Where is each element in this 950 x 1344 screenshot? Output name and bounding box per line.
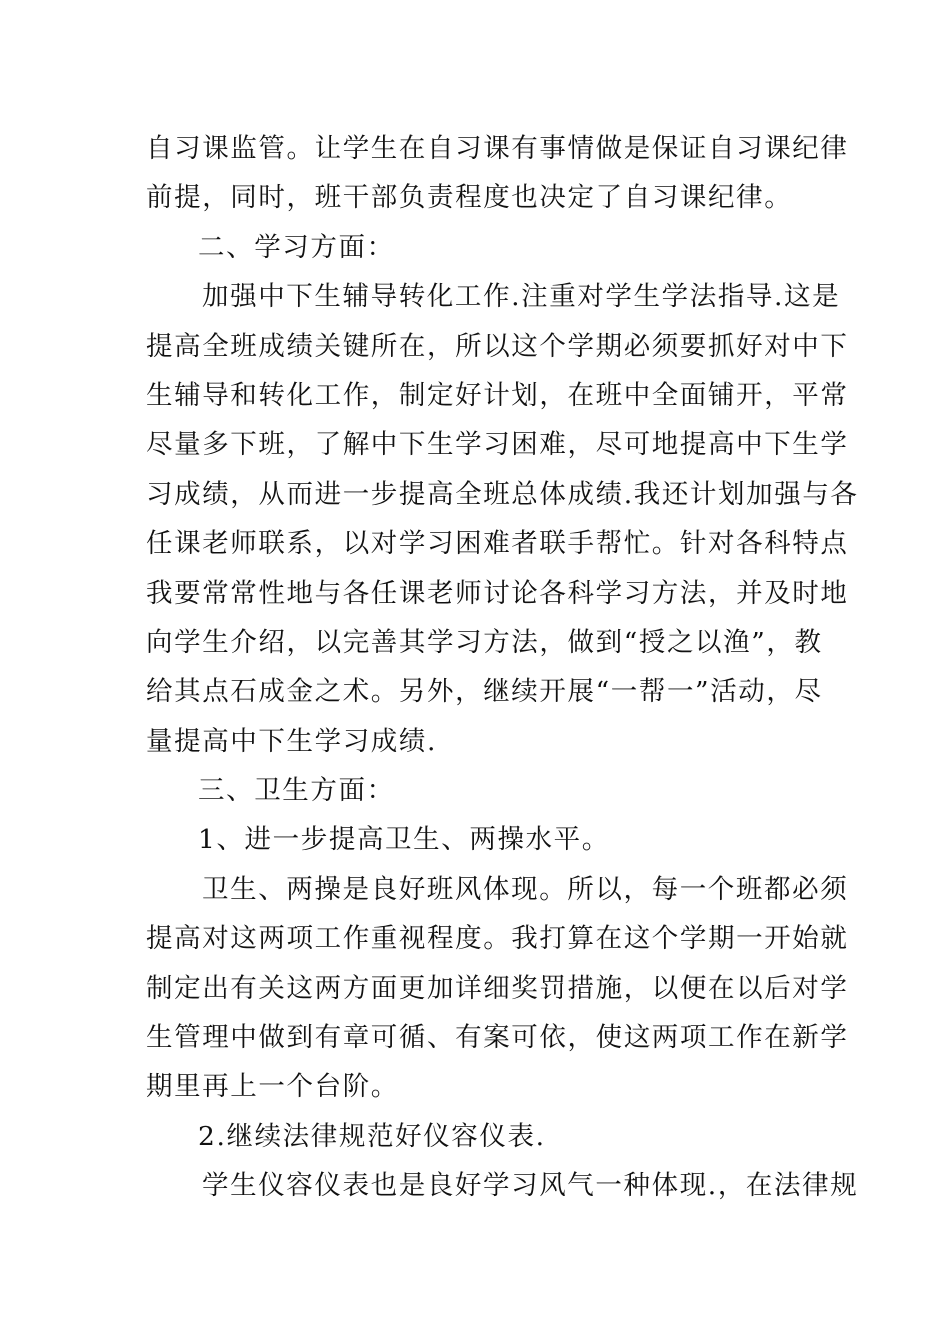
text-line-6: 生辅导和转化工作，制定好计划，在班中全面铺开，平常 — [146, 379, 849, 411]
text-line-7: 尽量多下班，了解中下生学习困难，尽可地提高中下生学 — [146, 429, 849, 461]
text-line-5: 提高全班成绩关键所在，所以这个学期必须要抓好对中下 — [146, 330, 849, 362]
text-line-8: 习成绩，从而进一步提高全班总体成绩.我还计划加强与各 — [146, 478, 859, 510]
subheading-hygiene-1: 1、进一步提高卫生、两操水平。 — [198, 824, 610, 856]
subheading-appearance-2: 2.继续法律规范好仪容仪表. — [198, 1120, 546, 1152]
text-line-2: 前提，同时，班干部负责程度也决定了自习课纪律。 — [146, 182, 793, 214]
text-line-22: 学生仪容仪表也是良好学习风气一种体现.，在法律规 — [202, 1170, 859, 1202]
text-line-16: 卫生、两操是良好班风体现。所以，每一个班都必须 — [202, 873, 849, 905]
document-body — [146, 124, 859, 1211]
text-line-11: 向学生介绍，以完善其学习方法，做到“授之以渔”，教 — [146, 626, 823, 658]
text-line-13: 量提高中下生学习成绩. — [146, 725, 438, 757]
text-line-4: 加强中下生辅导转化工作.注重对学生学法指导.这是 — [202, 281, 841, 313]
text-line-18: 制定出有关这两方面更加详细奖罚措施，以便在以后对学 — [146, 972, 849, 1004]
section-heading-hygiene: 三、卫生方面： — [198, 775, 395, 807]
text-line-19: 生管理中做到有章可循、有案可依，使这两项工作在新学 — [146, 1022, 849, 1054]
text-line-10: 我要常常性地与各任课老师讨论各科学习方法，并及时地 — [146, 577, 849, 609]
text-line-12: 给其点石成金之术。另外，继续开展“一帮一”活动，尽 — [146, 676, 823, 708]
text-line-9: 任课老师联系，以对学习困难者联手帮忙。针对各科特点 — [146, 528, 849, 560]
text-line-20: 期里再上一个台阶。 — [146, 1071, 399, 1103]
text-line-17: 提高对这两项工作重视程度。我打算在这个学期一开始就 — [146, 923, 849, 955]
section-heading-study: 二、学习方面： — [198, 231, 395, 263]
text-line-1: 自习课监管。让学生在自习课有事情做是保证自习课纪律 — [146, 133, 849, 164]
